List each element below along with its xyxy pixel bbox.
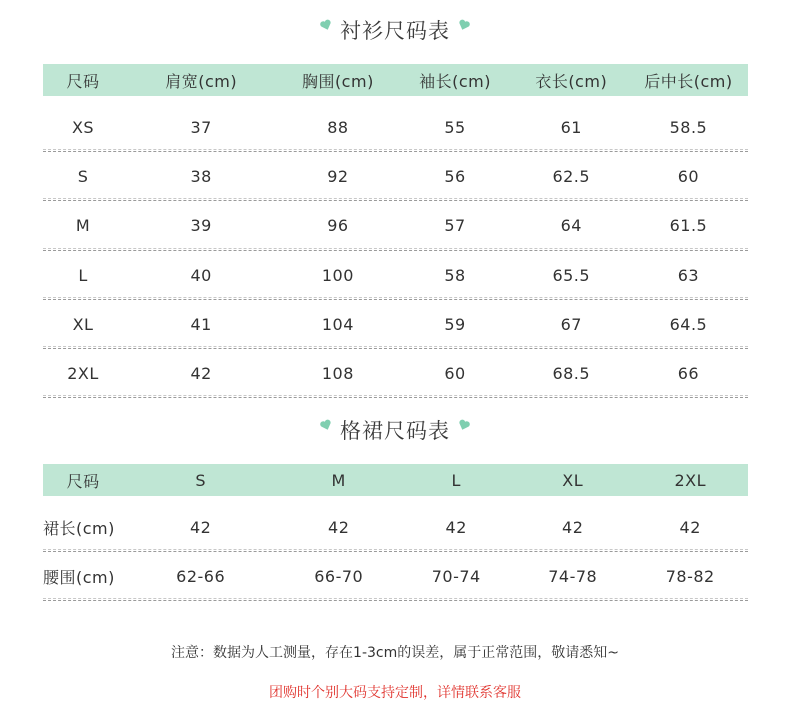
table-cell: 63 bbox=[677, 265, 700, 285]
table-cell: 61.5 bbox=[669, 216, 708, 236]
header-cell: 尺码 bbox=[66, 471, 100, 491]
table-cell: 96 bbox=[327, 216, 349, 236]
header-cell: S bbox=[195, 470, 206, 490]
heart-right-icon bbox=[458, 19, 470, 31]
table-cell: 41 bbox=[190, 314, 212, 334]
table-cell: 40 bbox=[190, 265, 212, 285]
table-cell: 62-66 bbox=[176, 567, 226, 587]
skirt-size-table bbox=[43, 464, 748, 601]
header-cell: 2XL bbox=[674, 470, 706, 490]
header-cell: 肩宽(cm) bbox=[165, 71, 238, 91]
table-cell: 42 bbox=[445, 518, 467, 538]
shirt-size-table bbox=[43, 64, 748, 398]
table-cell: 58.5 bbox=[669, 118, 708, 138]
header-cell: 袖长(cm) bbox=[419, 71, 491, 91]
header-cell: M bbox=[331, 470, 346, 490]
table-cell: 88 bbox=[327, 118, 349, 138]
heart-left-icon bbox=[320, 419, 332, 431]
table-cell: 67 bbox=[560, 314, 582, 334]
table-cell: 64 bbox=[560, 216, 582, 236]
skirt-table-header bbox=[43, 464, 748, 496]
table-cell: 裙长(cm) bbox=[43, 519, 115, 539]
table-cell: 64.5 bbox=[669, 314, 708, 334]
table-cell: 39 bbox=[190, 216, 212, 236]
table-row bbox=[43, 503, 748, 552]
table-cell: 60 bbox=[444, 364, 466, 384]
table-row bbox=[43, 251, 748, 300]
table-cell: 57 bbox=[444, 216, 466, 236]
table-cell: 78-82 bbox=[665, 567, 715, 587]
shirt-table-header bbox=[43, 64, 748, 96]
table-cell: 38 bbox=[190, 167, 212, 187]
table-cell: 42 bbox=[189, 518, 212, 538]
table-cell: 42 bbox=[679, 518, 701, 538]
skirt-table-title-wrap bbox=[0, 415, 790, 445]
table-cell: 104 bbox=[321, 314, 354, 334]
table-row bbox=[43, 552, 748, 601]
table-cell: 74-78 bbox=[548, 567, 598, 587]
heart-right-icon bbox=[458, 419, 470, 431]
table-row bbox=[43, 103, 748, 152]
table-cell: 42 bbox=[562, 518, 584, 538]
header-cell: 尺码 bbox=[66, 71, 100, 91]
table-cell: 65.5 bbox=[552, 265, 591, 285]
table-cell: XS bbox=[71, 118, 95, 138]
table-cell: 42 bbox=[328, 518, 350, 538]
measurement-disclaimer: 注意：数据为人工测量，存在1-3cm的误差，属于正常范围，敬请悉知~ bbox=[171, 645, 619, 661]
table-row bbox=[43, 300, 748, 349]
custom-size-note: 团购时个别大码支持定制，详情联系客服 bbox=[269, 685, 521, 701]
header-cell: 后中长(cm) bbox=[644, 71, 733, 91]
header-cell: 衣长(cm) bbox=[535, 71, 608, 91]
header-cell: L bbox=[451, 470, 461, 490]
header-cell: XL bbox=[562, 470, 584, 490]
table-cell: 66 bbox=[677, 364, 700, 384]
table-cell: 58 bbox=[444, 265, 466, 285]
table-cell: 59 bbox=[444, 314, 466, 334]
table-cell: 66-70 bbox=[314, 567, 364, 587]
table-cell: 55 bbox=[444, 118, 466, 138]
heart-left-icon bbox=[320, 19, 332, 31]
table-cell: 腰围(cm) bbox=[43, 568, 115, 588]
table-cell: 2XL bbox=[67, 364, 99, 384]
table-cell: 37 bbox=[190, 118, 212, 138]
table-cell: L bbox=[78, 265, 88, 285]
table-cell: 100 bbox=[321, 265, 354, 285]
table-cell: 92 bbox=[327, 167, 349, 187]
table-cell: 62.5 bbox=[552, 167, 591, 187]
table-cell: 108 bbox=[321, 364, 354, 384]
table-cell: 42 bbox=[190, 364, 212, 384]
table-cell: 60 bbox=[677, 167, 700, 187]
table-cell: 61 bbox=[560, 118, 582, 138]
table-cell: XL bbox=[72, 314, 94, 334]
table-row bbox=[43, 201, 748, 250]
table-cell: S bbox=[77, 167, 89, 187]
table-cell: M bbox=[75, 216, 91, 236]
table-cell: 68.5 bbox=[552, 364, 591, 384]
table-row bbox=[43, 152, 748, 201]
table-row bbox=[43, 349, 748, 398]
skirt-table-title: 格裙尺码表 bbox=[340, 419, 450, 443]
shirt-table-title-wrap bbox=[0, 15, 790, 45]
table-cell: 70-74 bbox=[431, 567, 481, 587]
header-cell: 胸围(cm) bbox=[301, 71, 374, 91]
shirt-table-title: 衬衫尺码表 bbox=[340, 19, 450, 43]
table-cell: 56 bbox=[444, 167, 466, 187]
